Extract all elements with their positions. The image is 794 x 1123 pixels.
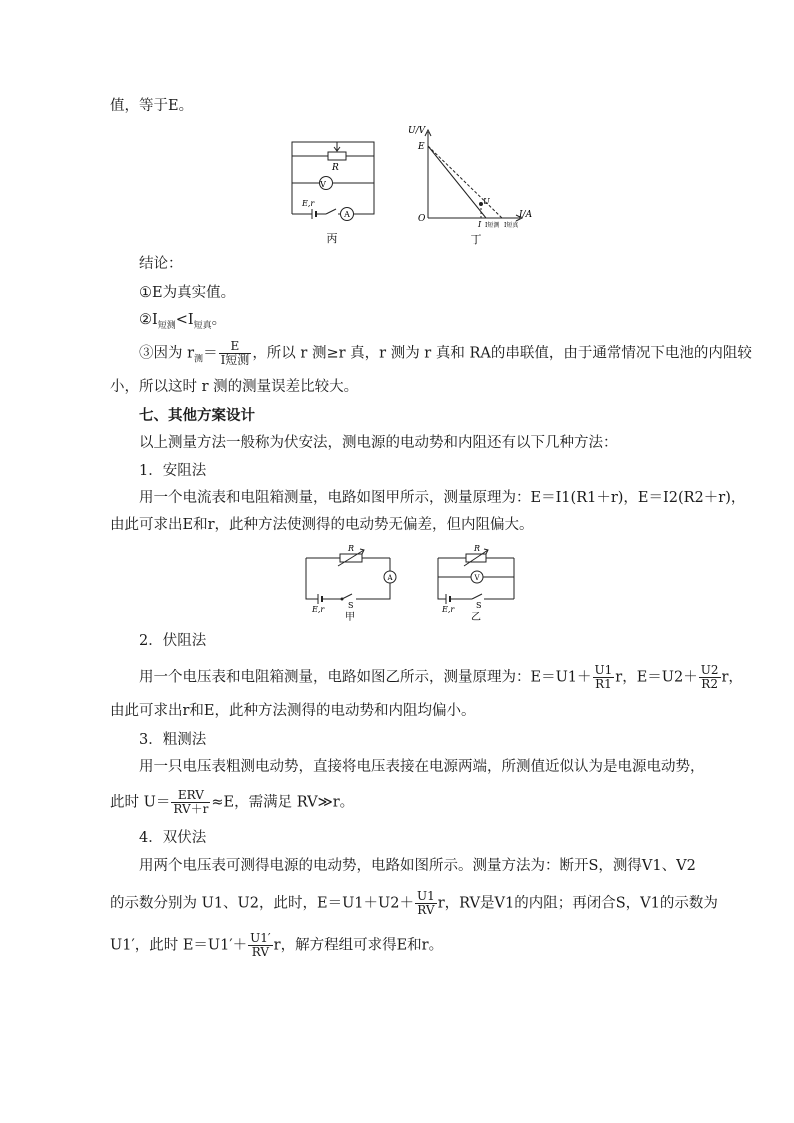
- figure-ding: [404, 124, 544, 248]
- section-7-title: 七、其他方案设计: [139, 408, 255, 424]
- conclusion-title: 结论：: [139, 256, 183, 272]
- bing-caption: 丙: [326, 232, 338, 245]
- yi-label-s: S: [476, 601, 482, 610]
- method-1-text-1: 用一个电流表和电阻箱测量，电路如图甲所示，测量原理为：E＝I1(R1＋r)，E＝I2(R2＋r)，: [139, 490, 746, 506]
- ding-i-meas: I短测: [485, 222, 500, 229]
- ding-x-axis: I/A: [519, 210, 533, 220]
- yi-label-e: E,r: [442, 605, 455, 614]
- yi-meter-v: V: [474, 574, 480, 582]
- jia-meter-a: A: [387, 574, 393, 582]
- method-4-text-2: 的示数分别为 U1、U2，此时，E＝U1＋U2＋ $\frac{U1}{RV}$ r，RV是V1的内阻；再闭合S，V1的示数为: [110, 889, 718, 917]
- jia-label-r: R: [348, 544, 355, 553]
- section-7-intro: 以上测量方法一般称为伏安法，测电源的电动势和内阻还有以下几种方法：: [139, 435, 618, 451]
- method-2-text-1: 用一个电压表和电阻箱测量，电路如图乙所示，测量原理为：E＝U1＋ $\frac{U1}{R1}$ r，E＝U2＋ $\frac{U2}{R2}$ r，: [139, 663, 743, 691]
- figure-bing: [284, 128, 384, 246]
- method-3-text-1: 用一只电压表粗测电动势，直接将电压表接在电源两端，所测值近似认为是电源电动势，: [139, 759, 705, 775]
- ding-i-true: I短真: [504, 222, 519, 229]
- ding-y-axis: U/V: [408, 126, 426, 136]
- method-3-title: 3．粗测法: [139, 732, 207, 748]
- bing-meter-v: V: [320, 180, 326, 189]
- ding-o: O: [418, 214, 426, 224]
- ding-ua: U: [483, 197, 490, 206]
- bing-label-e: E,r: [302, 199, 315, 208]
- yi-label-r: R: [474, 544, 481, 553]
- method-1-text-2: 由此可求出E和r，此种方法使测得的电动势无偏差，但内阻偏大。: [110, 517, 534, 533]
- method-4-title: 4．双伏法: [139, 830, 207, 846]
- ding-i: I: [478, 220, 482, 229]
- ding-caption: 丁: [470, 233, 482, 246]
- method-2-title: 2．伏阻法: [139, 633, 207, 649]
- method-4-text-3: U1′，此时 E＝U1′＋ $\frac{U1'}{RV}$ r，解方程组可求得E和r。: [110, 931, 444, 959]
- jia-label-e: E,r: [312, 605, 325, 614]
- jia-caption: 甲: [345, 612, 355, 623]
- yi-caption: 乙: [471, 612, 481, 623]
- figure-jia: [300, 542, 410, 624]
- method-3-text-2: 此时 U＝ $\frac{\text{ERV}}{RV+r}$ ≈E，需满足 RV≫r。: [110, 788, 355, 816]
- method-4-text-1: 用两个电压表可测得电源的电动势，电路如图所示。测量方法为：断开S，测得V1、V2: [139, 858, 696, 874]
- conclusion-3-line2: 小，所以这时 r 测的测量误差比较大。: [110, 379, 359, 395]
- paragraph-top: 值，等于E。: [110, 98, 194, 114]
- conclusion-3: ③因为 $r_测=$ $\frac{E}{\text{I短测}}$ ，所以 r 测≥r 真，r 测为 r 真和 RA的串联值，由于通常情况下电池的内阻较: [139, 339, 752, 367]
- figure-yi: [432, 542, 522, 624]
- jia-label-s: S: [348, 601, 354, 610]
- fraction-e-over-i: $\frac{E}{\text{I短测}}$: [220, 339, 250, 367]
- method-1-title: 1．安阻法: [139, 463, 207, 479]
- conclusion-2: $②I_{短测}<I_{短真}$。: [139, 312, 227, 331]
- conclusion-1: ①E为真实值。: [139, 285, 236, 301]
- ding-e: E: [418, 142, 425, 152]
- method-2-text-2: 由此可求出r和E，此种方法测得的电动势和内阻均偏小。: [110, 703, 476, 719]
- bing-meter-a: A: [344, 210, 350, 219]
- bing-label-r: R: [332, 163, 339, 173]
